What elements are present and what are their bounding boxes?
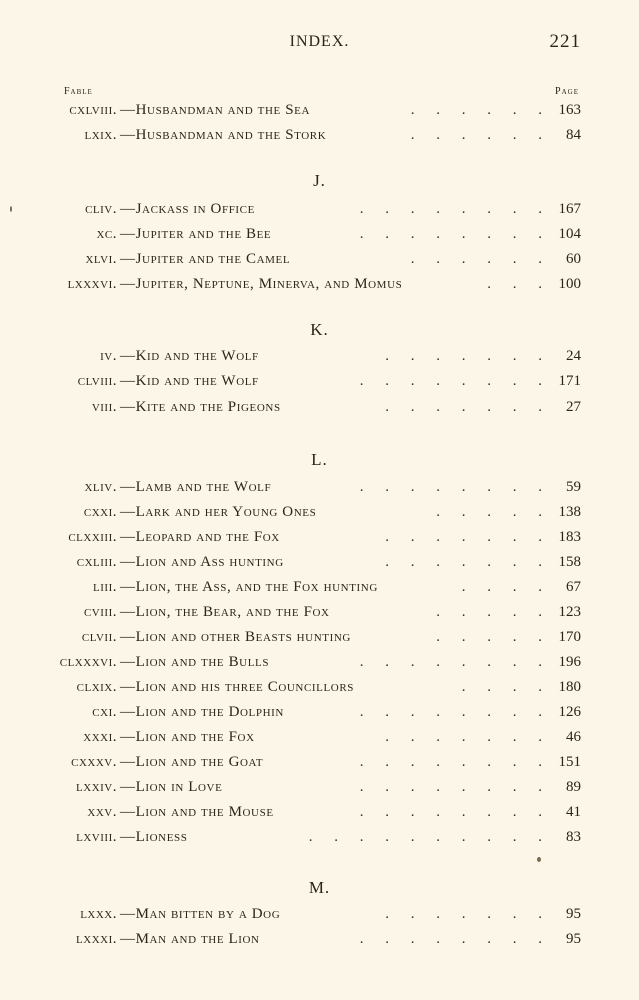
- dot-leader: . . . . . .: [410, 102, 551, 118]
- fable-number: lxxxvi.: [67, 276, 117, 292]
- fable-page: 171: [558, 373, 581, 389]
- fable-number: lxxxi.: [76, 931, 117, 947]
- fable-title: —Jupiter and the Camel: [120, 251, 291, 267]
- dot-leader: . . .: [487, 276, 551, 292]
- index-entry: [0, 701, 639, 723]
- dot-leader: . . . . . .: [410, 127, 551, 143]
- dot-leader: . . . . . . .: [385, 729, 551, 745]
- fable-title: —Kid and the Wolf: [120, 348, 259, 364]
- fable-number: cxxi.: [83, 504, 117, 520]
- index-entry: [0, 928, 639, 950]
- fable-page: 46: [566, 729, 581, 745]
- fable-page: 41: [566, 804, 581, 820]
- dot-leader: . . . . . . .: [385, 529, 551, 545]
- index-entry: [0, 726, 639, 748]
- index-entry: [0, 776, 639, 798]
- dot-leader: . . . . . . . .: [359, 931, 551, 947]
- fable-number: cxi.: [92, 704, 117, 720]
- column-label-page: Page: [555, 86, 579, 97]
- fable-number: cviii.: [83, 604, 117, 620]
- index-entry: [0, 751, 639, 773]
- index-entry: [0, 551, 639, 573]
- fable-page: 163: [558, 102, 581, 118]
- fable-number: xxv.: [87, 804, 117, 820]
- index-entry: [0, 601, 639, 623]
- fable-title: —Man bitten by a Dog: [120, 906, 281, 922]
- fable-number: cxliii.: [76, 554, 117, 570]
- dot-leader: . . . . . . .: [385, 348, 551, 364]
- fable-title: —Husbandman and the Sea: [120, 102, 310, 118]
- fable-title: —Jackass in Office: [120, 201, 255, 217]
- index-entry: [0, 396, 639, 418]
- fable-title: —Lion and the Goat: [120, 754, 264, 770]
- fable-page: 95: [566, 931, 581, 947]
- fable-title: —Lion, the Bear, and the Fox: [120, 604, 330, 620]
- fable-number: clviii.: [77, 373, 117, 389]
- fable-page: 183: [558, 529, 581, 545]
- dot-leader: . . . . . . .: [385, 399, 551, 415]
- index-entry: [0, 676, 639, 698]
- fable-number: cliv.: [85, 201, 117, 217]
- fable-number: iv.: [100, 348, 117, 364]
- dot-leader: . . . . . . . .: [359, 654, 551, 670]
- fable-title: —Lion and the Bulls: [120, 654, 270, 670]
- fable-title: —Lion and the Dolphin: [120, 704, 284, 720]
- index-entry: [0, 99, 639, 121]
- index-entry: [0, 626, 639, 648]
- dot-leader: . . . . . . . .: [359, 479, 551, 495]
- fable-number: xliv.: [84, 479, 117, 495]
- fable-page: 95: [566, 906, 581, 922]
- fable-page: 84: [566, 127, 581, 143]
- fable-number: clxxxvi.: [59, 654, 117, 670]
- fable-page: 83: [566, 829, 581, 845]
- fable-title: —Lion and Ass hunting: [120, 554, 284, 570]
- dot-leader: . . . . . . . .: [359, 754, 551, 770]
- index-entry: [0, 526, 639, 548]
- dot-leader: . . . . . . . .: [359, 779, 551, 795]
- dot-leader: . . . . . . . .: [359, 704, 551, 720]
- index-entry: [0, 476, 639, 498]
- fable-page: 123: [558, 604, 581, 620]
- section-letter-m: M.: [308, 878, 331, 897]
- index-entry: [0, 198, 639, 220]
- dot-leader: . . . . . .: [410, 251, 551, 267]
- fable-page: 138: [558, 504, 581, 520]
- fable-number: lxix.: [84, 127, 117, 143]
- dot-leader: . . . . . . .: [385, 906, 551, 922]
- index-entry: [0, 273, 639, 295]
- fable-title: —Lion and his three Councillors: [120, 679, 354, 695]
- fable-number: cxxxv.: [71, 754, 117, 770]
- fable-page: 167: [558, 201, 581, 217]
- dot-leader: . . . . . . . .: [359, 226, 551, 242]
- fable-page: 180: [558, 679, 581, 695]
- fable-page: 170: [558, 629, 581, 645]
- fable-title: —Kid and the Wolf: [120, 373, 259, 389]
- fable-number: viii.: [91, 399, 117, 415]
- dot-leader: . . . .: [461, 579, 551, 595]
- fable-page: 59: [566, 479, 581, 495]
- section-letter-l: L.: [311, 450, 328, 469]
- fable-title: —Lioness: [120, 829, 188, 845]
- fable-title: —Jupiter and the Bee: [120, 226, 272, 242]
- dot-leader: . . . . . . . . . .: [308, 829, 551, 845]
- section-letter-j: J.: [313, 171, 326, 190]
- index-entry: [0, 801, 639, 823]
- paper-speck: [537, 857, 541, 862]
- fable-title: —Man and the Lion: [120, 931, 260, 947]
- fable-page: 196: [558, 654, 581, 670]
- fable-page: 126: [558, 704, 581, 720]
- index-entry: [0, 903, 639, 925]
- fable-page: 24: [566, 348, 581, 364]
- fable-number: lxxx.: [80, 906, 117, 922]
- index-entry: [0, 826, 639, 848]
- fable-title: —Lion in Love: [120, 779, 223, 795]
- fable-page: 27: [566, 399, 581, 415]
- index-entry: [0, 370, 639, 392]
- fable-title: —Kite and the Pigeons: [120, 399, 281, 415]
- index-entry: [0, 124, 639, 146]
- index-entry: [0, 248, 639, 270]
- page-number: 221: [549, 31, 581, 52]
- index-entry: [0, 651, 639, 673]
- dot-leader: . . . .: [461, 679, 551, 695]
- dot-leader: . . . . . . . .: [359, 804, 551, 820]
- fable-page: 60: [566, 251, 581, 267]
- fable-title: —Lamb and the Wolf: [120, 479, 272, 495]
- index-entry: [0, 223, 639, 245]
- fable-page: 89: [566, 779, 581, 795]
- column-label-fable: Fable: [64, 86, 93, 97]
- fable-number: clxxiii.: [68, 529, 117, 545]
- fable-title: —Jupiter, Neptune, Minerva, and Momus: [120, 276, 403, 292]
- fable-page: 100: [558, 276, 581, 292]
- fable-number: xlvi.: [85, 251, 117, 267]
- dot-leader: . . . . . . . .: [359, 373, 551, 389]
- fable-title: —Husbandman and the Stork: [120, 127, 327, 143]
- fable-page: 158: [558, 554, 581, 570]
- fable-title: —Lark and her Young Ones: [120, 504, 317, 520]
- running-head-title: INDEX.: [289, 33, 350, 50]
- fable-number: liii.: [93, 579, 117, 595]
- fable-number: lxxiv.: [76, 779, 117, 795]
- fable-number: lxviii.: [76, 829, 117, 845]
- index-entry: [0, 345, 639, 367]
- paper-speck: [10, 206, 12, 212]
- fable-number: xc.: [96, 226, 117, 242]
- fable-page: 104: [558, 226, 581, 242]
- dot-leader: . . . . .: [436, 504, 551, 520]
- fable-title: —Lion and the Fox: [120, 729, 255, 745]
- index-entry: [0, 576, 639, 598]
- fable-number: clxix.: [76, 679, 117, 695]
- fable-page: 67: [566, 579, 581, 595]
- fable-number: clvii.: [81, 629, 117, 645]
- fable-title: —Lion and the Mouse: [120, 804, 274, 820]
- dot-leader: . . . . . . .: [385, 554, 551, 570]
- fable-title: —Leopard and the Fox: [120, 529, 280, 545]
- dot-leader: . . . . . . . .: [359, 201, 551, 217]
- fable-page: 151: [558, 754, 581, 770]
- fable-title: —Lion, the Ass, and the Fox hunting: [120, 579, 378, 595]
- fable-number: cxlviii.: [69, 102, 117, 118]
- index-entry: [0, 501, 639, 523]
- fable-number: xxxi.: [83, 729, 117, 745]
- section-letter-k: K.: [310, 320, 329, 339]
- dot-leader: . . . . .: [436, 604, 551, 620]
- fable-title: —Lion and other Beasts hunting: [120, 629, 351, 645]
- dot-leader: . . . . .: [436, 629, 551, 645]
